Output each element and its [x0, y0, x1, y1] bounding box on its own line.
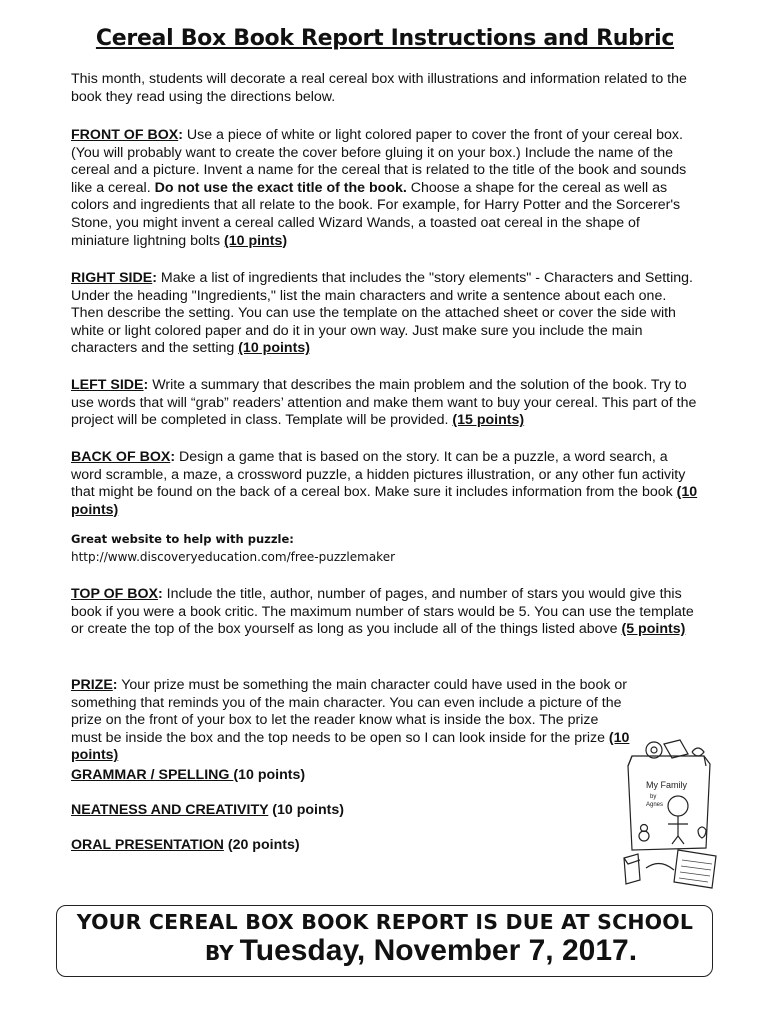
right-side-text: Make a list of ingredients that includes the "story elements" - Characters and Setting. Under the heading "Ingredients," list the main characters and write a sentence about each one. Then describe the setting. You can use the template on the attached sheet or cover the side with white or light colored paper and do it in your own way. Just make sure you include the main characters and the setting — [71, 270, 694, 357]
left-side-section: LEFT SIDE: Write a summary that describes the main problem and the solution of the book. Try to use words that will “grab” readers’ attention and make them want to buy your cereal. This part of the project will be completed in class. Template will be provided. (15 points) — [71, 377, 697, 429]
top-of-box-text: Include the title, author, number of pages, and number of stars you would give this book if you were a book critic. The maximum number of stars would be 5. You can use the template or create the top of the box yourself as long as you include all of the things listed above — [71, 586, 694, 638]
clipart-book-by: by — [650, 794, 657, 800]
intro-paragraph: This month, students will decorate a real cereal box with illustrations and information related to the book they read using the directions below. — [71, 71, 687, 105]
website-link[interactable]: http://www.discoveryeducation.com/free-puzzlemaker — [71, 550, 396, 564]
clipart-book-author: Agnes — [646, 802, 664, 808]
rubric-label: ORAL PRESENTATION — [71, 837, 224, 853]
rubric-oral-presentation — [71, 837, 300, 853]
back-of-box-points: (10 points) — [71, 484, 698, 518]
due-date-value: Tuesday, November 7, 2017. — [239, 934, 638, 967]
front-of-box-label: FRONT OF BOX — [71, 127, 179, 143]
right-side-section: RIGHT SIDE: Make a list of ingredients that includes the "story elements" - Characters and Setting. Under the heading "Ingredients," list the main characters and write a sentence about each one. Then describe the setting. You can use the template on the attached sheet or cover the side with white or light colored paper and do it in your own way. Just make sure you include the main characters and the setting (10 points) — [71, 270, 694, 357]
rubric-points: (10 points) — [233, 767, 306, 783]
due-by-label: BY — [205, 941, 234, 965]
top-of-box-label: TOP OF BOX — [71, 586, 158, 602]
rubric-label: NEATNESS AND CREATIVITY — [71, 802, 269, 818]
top-of-box-section: TOP OF BOX: Include the title, author, number of pages, and number of stars you would give this book if you were a book critic. The maximum number of stars would be 5. You can use the template or create the top of the box yourself as long as you include all of the things listed above (5 points) — [71, 586, 694, 638]
rubric-grammar-spelling — [71, 767, 305, 783]
right-side-points: (10 points) — [238, 340, 310, 357]
website-heading: Great website to help with puzzle: — [71, 532, 294, 546]
back-of-box-section: BACK OF BOX: Design a game that is based on the story. It can be a puzzle, a word search, a word scramble, a maze, a crossword puzzle, a hidden pictures illustration, or any other fun activity that might be found on the back of a cereal box. Make sure it includes information from the book (10 points) — [71, 449, 698, 518]
top-of-box-points: (5 points) — [621, 621, 686, 638]
front-of-box-text: Use a piece of white or light colored paper to cover the front of your cereal box. (You will probably want to create the cover before gluing it on your box.) Include the name of the cereal and a picture. Invent a name for the cereal that is related to the title of the book and sounds like a cereal. — [71, 127, 687, 196]
left-side-label: LEFT SIDE — [71, 377, 144, 393]
prize-section: PRIZE: Your prize must be something the main character could have used in the book or something that reminds you of the main character. You can even include a picture of the prize on the front of your box to let the reader know what is inside the box. The prize must be inside the box and the top needs to be open so I can look inside for the prize (10 points) — [71, 677, 630, 764]
cereal-box-clipart — [620, 738, 720, 890]
left-side-points: (15 points) — [452, 412, 525, 429]
due-date-heading: YOUR CEREAL BOX BOOK REPORT IS DUE AT SCHOOL — [76, 910, 694, 934]
rubric-points: (20 points) — [223, 837, 300, 853]
due-date-line — [205, 934, 637, 968]
back-of-box-text: Design a game that is based on the story. It can be a puzzle, a word search, a word scramble, a maze, a crossword puzzle, a hidden pictures illustration, or any other fun activity that might be found on the back of a cereal box. Make sure it includes information from the book — [71, 449, 686, 501]
front-of-box-warning: Do not use the exact title of the book. — [154, 179, 407, 196]
rubric-points: (10 points) — [268, 802, 344, 818]
clipart-book-title: My Family — [646, 780, 687, 790]
page-title: Cereal Box Book Report Instructions and Rubric — [95, 26, 675, 51]
front-of-box-section: FRONT OF BOX: Use a piece of white or light colored paper to cover the front of your cereal box. (You will probably want to create the cover before gluing it on your box.) Include the name of the cereal and a picture. Invent a name for the cereal that is related to the title of the book and sounds like a cereal. Do not use the exact title of the book. Choose a shape for the cereal as well as colors and ingredients that all relate to the book. For example, for Harry Potter and the Sorcerer's Stone, you might invent a cereal called Wizard Wands, a toasted oat cereal in the shape of miniature lightning bolts (10 pints) — [71, 127, 687, 249]
rubric-neatness-creativity — [71, 802, 344, 818]
back-of-box-label: BACK OF BOX — [71, 449, 171, 465]
rubric-label: GRAMMAR / SPELLING — [71, 767, 234, 783]
left-side-text: Write a summary that describes the main problem and the solution of the book. Try to use words that will “grab” readers’ attention and make them want to buy your cereal. This part of the project will be completed in class. Template will be provided. — [71, 377, 697, 429]
front-of-box-points: (10 pints) — [224, 232, 288, 249]
prize-text: Your prize must be something the main character could have used in the book or something that reminds you of the main character. You can even include a picture of the prize on the front of your box to let the reader know what is inside the box. The prize must be inside the box and the top needs to be open so I can look inside for the prize — [71, 677, 627, 746]
prize-points: (10 points) — [71, 729, 630, 764]
front-of-box-text-2: Choose a shape for the cereal as well as colors and ingredients that all relate to the book. For example, for Harry Potter and the Sorcerer's Stone, you might invent a cereal called Wizard Wands, a toasted oat cereal in the shape of miniature lightning bolts — [71, 179, 681, 249]
right-side-label: RIGHT SIDE — [71, 270, 153, 286]
prize-label: PRIZE — [71, 677, 113, 693]
